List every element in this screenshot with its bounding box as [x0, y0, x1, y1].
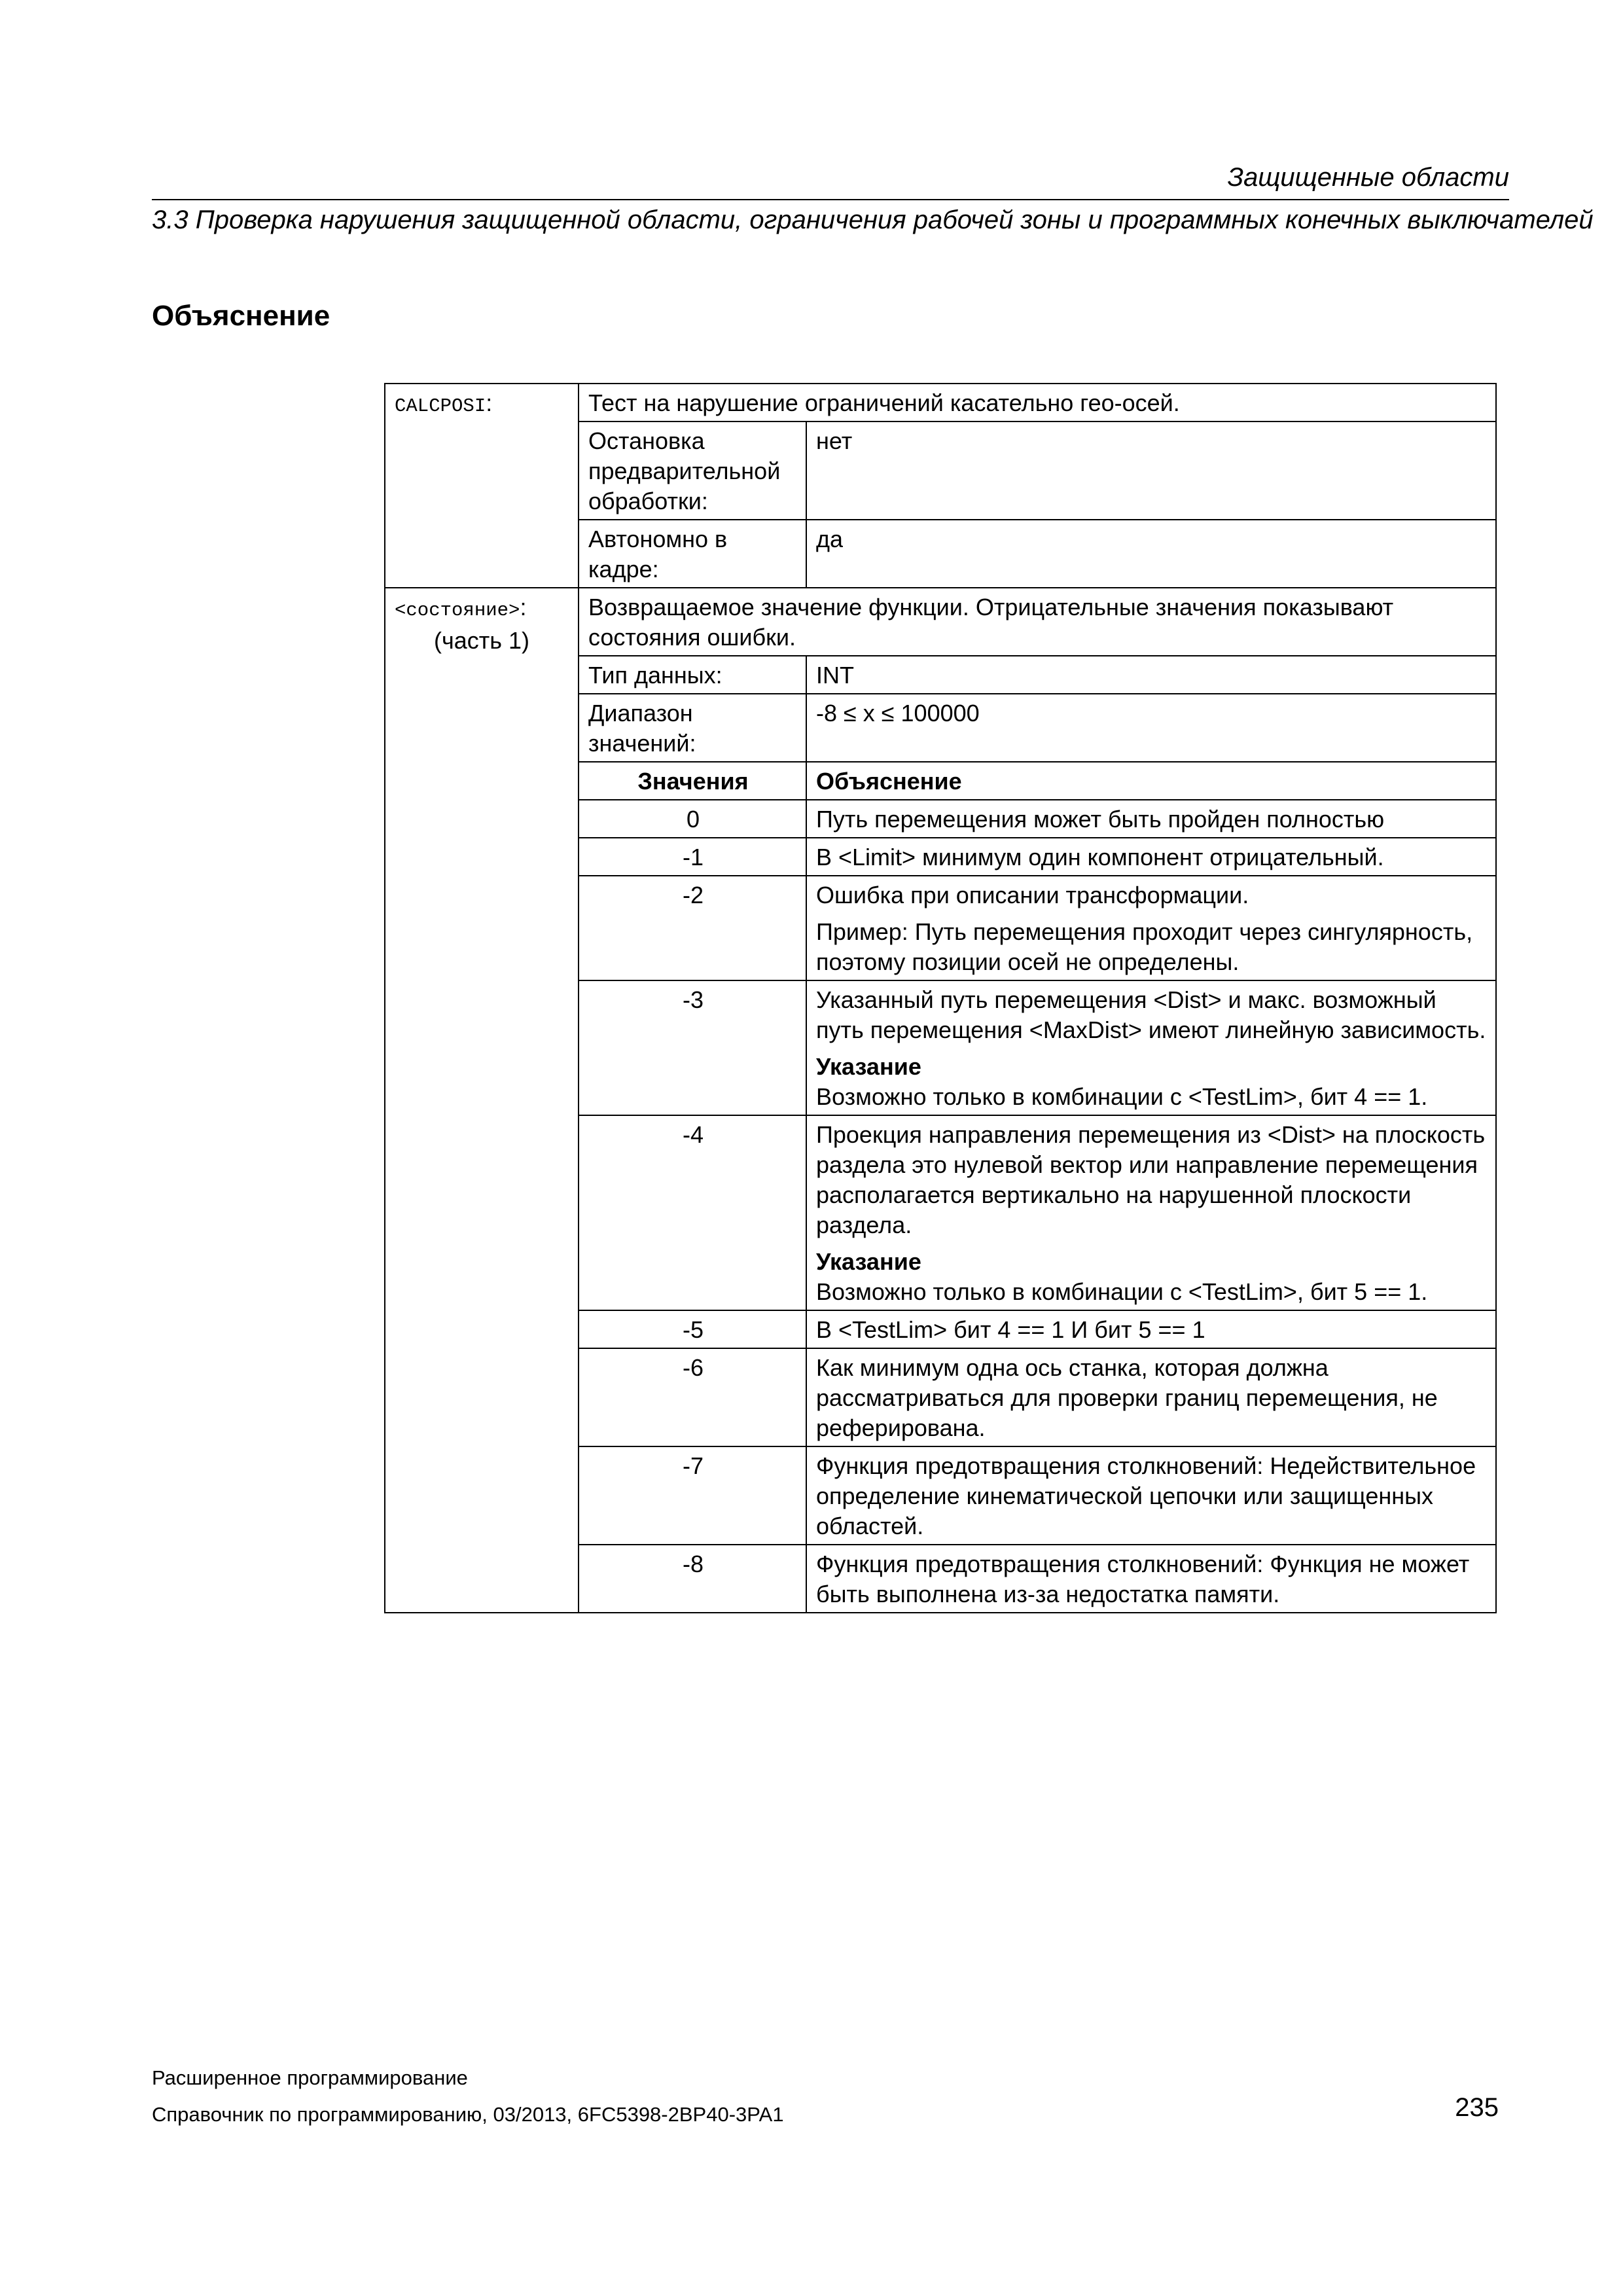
return-value: -8: [579, 1545, 806, 1613]
calcposi-row: [385, 384, 1496, 422]
prop-value: INT: [806, 656, 1496, 694]
value-example: Пример: Путь перемещения проходит через сингулярность, поэтому позиции осей не определены.: [816, 918, 1473, 975]
section-title: Защищенные области: [1227, 163, 1509, 192]
page-heading: Объяснение: [152, 300, 330, 332]
status-name: <состояние>: [395, 600, 520, 621]
status-part: (часть 1): [434, 627, 530, 654]
return-value: -2: [579, 876, 806, 980]
subsection-title: 3.3 Проверка нарушения защищенной области, ограничения рабочей зоны и программных конечных выключателей: [152, 206, 1594, 234]
status-description: Возвращаемое значение функции. Отрицательные значения показывают состояния ошибки.: [579, 588, 1496, 656]
status-row: [385, 588, 1496, 656]
value-explanation: Функция предотвращения столкновений: Функция не может быть выполнена из-за недостатка памяти.: [806, 1545, 1496, 1613]
value-explanation: Ошибка при описании трансформации.: [816, 882, 1249, 908]
value-explanation-cell: [806, 876, 1496, 980]
header-rule: [152, 199, 1509, 200]
value-explanation: Как минимум одна ось станка, которая должна рассматриваться для проверки границ перемещения, не реферирована.: [806, 1348, 1496, 1446]
explanation-column-header: Объяснение: [806, 762, 1496, 800]
value-explanation: Указанный путь перемещения <Dist> и макс. возможный путь перемещения <MaxDist> имеют линейную зависимость.: [816, 986, 1486, 1043]
calcposi-name-cell: [385, 384, 579, 588]
value-explanation: Проекция направления перемещения из <Dist> на плоскость раздела это нулевой вектор или направление перемещения располагается вертикально на нарушенной плоскости раздела.: [816, 1121, 1486, 1238]
value-explanation-cell: [806, 980, 1496, 1115]
page-number: 235: [1455, 2093, 1499, 2122]
return-value: -3: [579, 980, 806, 1115]
parameter-table: [384, 383, 1497, 1613]
prop-label: Автономно в кадре:: [579, 520, 806, 588]
return-value: -7: [579, 1446, 806, 1545]
prop-label: Остановка предварительной обработки:: [579, 422, 806, 520]
value-explanation: Путь перемещения может быть пройден полностью: [806, 800, 1496, 838]
footer-book-title: Расширенное программирование: [152, 2066, 468, 2089]
return-value: -6: [579, 1348, 806, 1446]
value-explanation: Функция предотвращения столкновений: Недействительное определение кинематической цепочки или защищенных областей.: [806, 1446, 1496, 1545]
footer-book-info: Справочник по программированию, 03/2013, 6FC5398-2BP40-3PA1: [152, 2103, 784, 2126]
note-label: Указание: [816, 1248, 921, 1275]
calcposi-name: CALCPOSI: [395, 395, 486, 417]
calcposi-description: Тест на нарушение ограничений касательно гео-осей.: [579, 384, 1496, 422]
value-explanation: В <Limit> минимум один компонент отрицательный.: [806, 838, 1496, 876]
status-name-cell: [385, 588, 579, 1613]
return-value: -5: [579, 1310, 806, 1348]
note-text: Возможно только в комбинации с <TestLim>, бит 5 == 1.: [816, 1278, 1428, 1305]
calcposi-colon: :: [486, 389, 493, 416]
value-explanation: В <TestLim> бит 4 == 1 И бит 5 == 1: [806, 1310, 1496, 1348]
value-explanation-cell: [806, 1115, 1496, 1310]
return-value: -4: [579, 1115, 806, 1310]
note-label: Указание: [816, 1053, 921, 1080]
prop-value: нет: [806, 422, 1496, 520]
prop-label: Диапазон значений:: [579, 694, 806, 762]
status-colon: :: [520, 594, 527, 620]
prop-label: Тип данных:: [579, 656, 806, 694]
prop-value: да: [806, 520, 1496, 588]
prop-value: -8 ≤ x ≤ 100000: [806, 694, 1496, 762]
values-column-header: Значения: [579, 762, 806, 800]
return-value: 0: [579, 800, 806, 838]
note-text: Возможно только в комбинации с <TestLim>, бит 4 == 1.: [816, 1083, 1428, 1110]
return-value: -1: [579, 838, 806, 876]
